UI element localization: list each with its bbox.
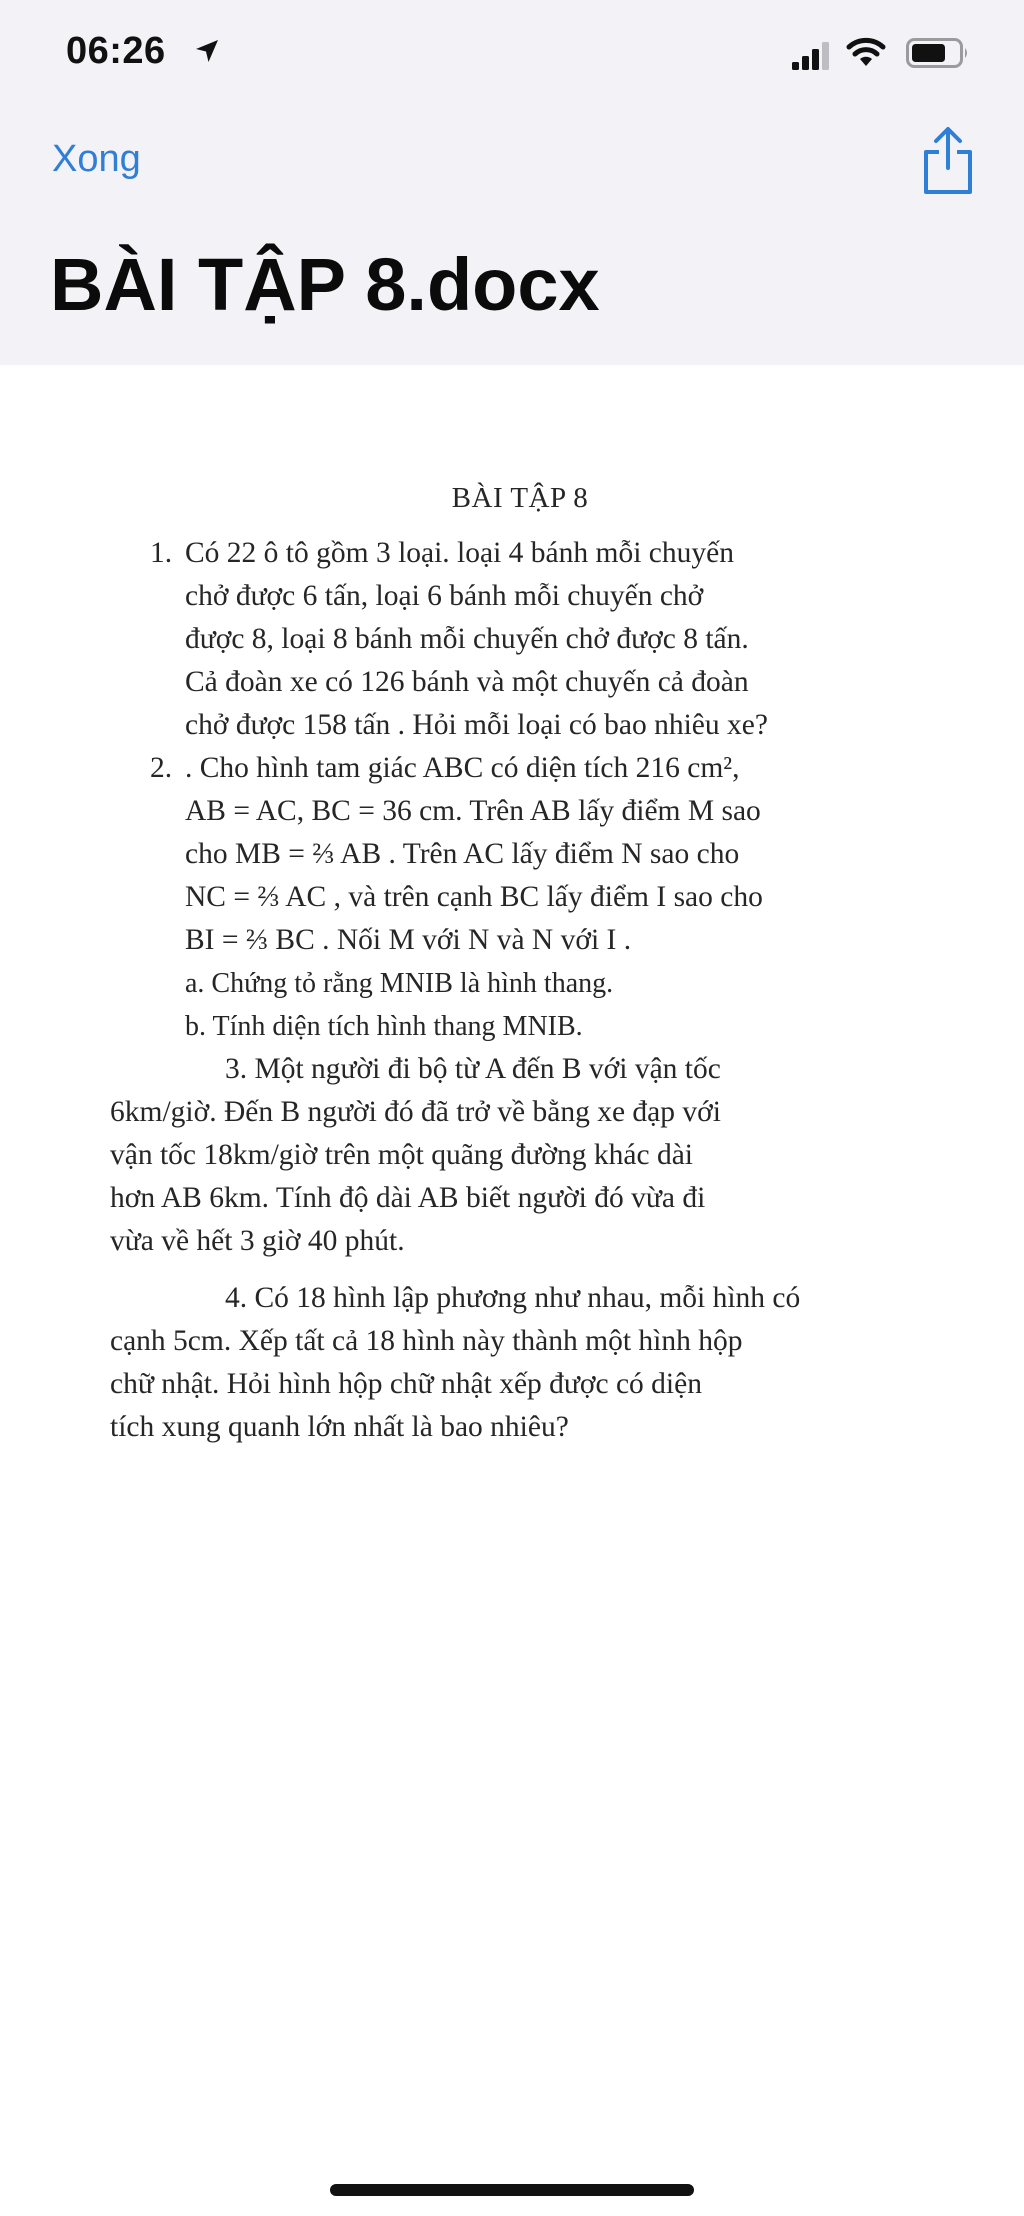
location-arrow-icon: [194, 38, 220, 64]
question-2-part-a: a. Chứng tỏ rằng MNIB là hình thang.: [185, 968, 614, 999]
question-4: [110, 1277, 930, 1449]
question-2-part-b: b. Tính diện tích hình thang MNIB.: [185, 1011, 583, 1042]
done-button[interactable]: Xong: [52, 138, 141, 180]
status-bar: [0, 0, 1024, 110]
text-line: Có 22 ô tô gồm 3 loại. loại 4 bánh mỗi chuyến: [185, 537, 734, 569]
question-number: 1.: [150, 537, 173, 569]
home-indicator[interactable]: [330, 2184, 694, 2196]
text-line: . Cho hình tam giác ABC có diện tích 216 cm²,: [185, 752, 740, 784]
text-line: 3. Một người đi bộ từ A đến B với vận tốc: [225, 1053, 721, 1085]
text-line: Cả đoàn xe có 126 bánh và một chuyến cả đoàn: [185, 666, 749, 698]
question-number: 2.: [150, 752, 173, 784]
status-time: 06:26: [66, 30, 166, 72]
text-line: tích xung quanh lớn nhất là bao nhiêu?: [110, 1411, 569, 1443]
battery-icon: [906, 38, 970, 68]
question-3: [110, 1048, 930, 1263]
header-area: [0, 0, 1024, 365]
page-heading: BÀI TẬP 8: [451, 482, 589, 514]
text-line: chở được 6 tấn, loại 6 bánh mỗi chuyến chở: [185, 580, 704, 612]
cellular-signal-icon: [792, 42, 832, 70]
share-icon: [918, 126, 978, 196]
text-line: 6km/giờ. Đến B người đó đã trở về bằng xe đạp với: [110, 1096, 721, 1128]
share-button[interactable]: [918, 126, 978, 196]
document-page: [110, 477, 930, 1449]
question-2: [110, 747, 930, 962]
paragraph-gap: [110, 1263, 930, 1277]
text-line: NC = ⅔ AC , và trên cạnh BC lấy điểm I sao cho: [185, 881, 763, 913]
text-line: BI = ⅔ BC . Nối M với N và N với I .: [185, 924, 632, 956]
text-line: cho MB = ⅔ AB . Trên AC lấy điểm N sao cho: [185, 838, 740, 870]
text-line: chở được 158 tấn . Hỏi mỗi loại có bao nhiêu xe?: [185, 709, 768, 741]
text-line: vừa về hết 3 giờ 40 phút.: [110, 1225, 405, 1257]
text-line: 4. Có 18 hình lập phương như nhau, mỗi hình có: [225, 1282, 801, 1314]
text-line: cạnh 5cm. Xếp tất cả 18 hình này thành một hình hộp: [110, 1325, 743, 1357]
text-line: hơn AB 6km. Tính độ dài AB biết người đó vừa đi: [110, 1182, 706, 1214]
document-title: BÀI TẬP 8.docx: [50, 243, 600, 326]
text-line: vận tốc 18km/giờ trên một quãng đường khác dài: [110, 1139, 693, 1171]
text-line: chữ nhật. Hỏi hình hộp chữ nhật xếp được có diện: [110, 1368, 702, 1400]
question-1: [110, 532, 930, 747]
document-viewer[interactable]: [0, 365, 1024, 2155]
text-line: AB = AC, BC = 36 cm. Trên AB lấy điểm M sao: [185, 795, 761, 827]
wifi-icon: [846, 36, 886, 68]
text-line: được 8, loại 8 bánh mỗi chuyến chở được 8 tấn.: [185, 623, 749, 655]
